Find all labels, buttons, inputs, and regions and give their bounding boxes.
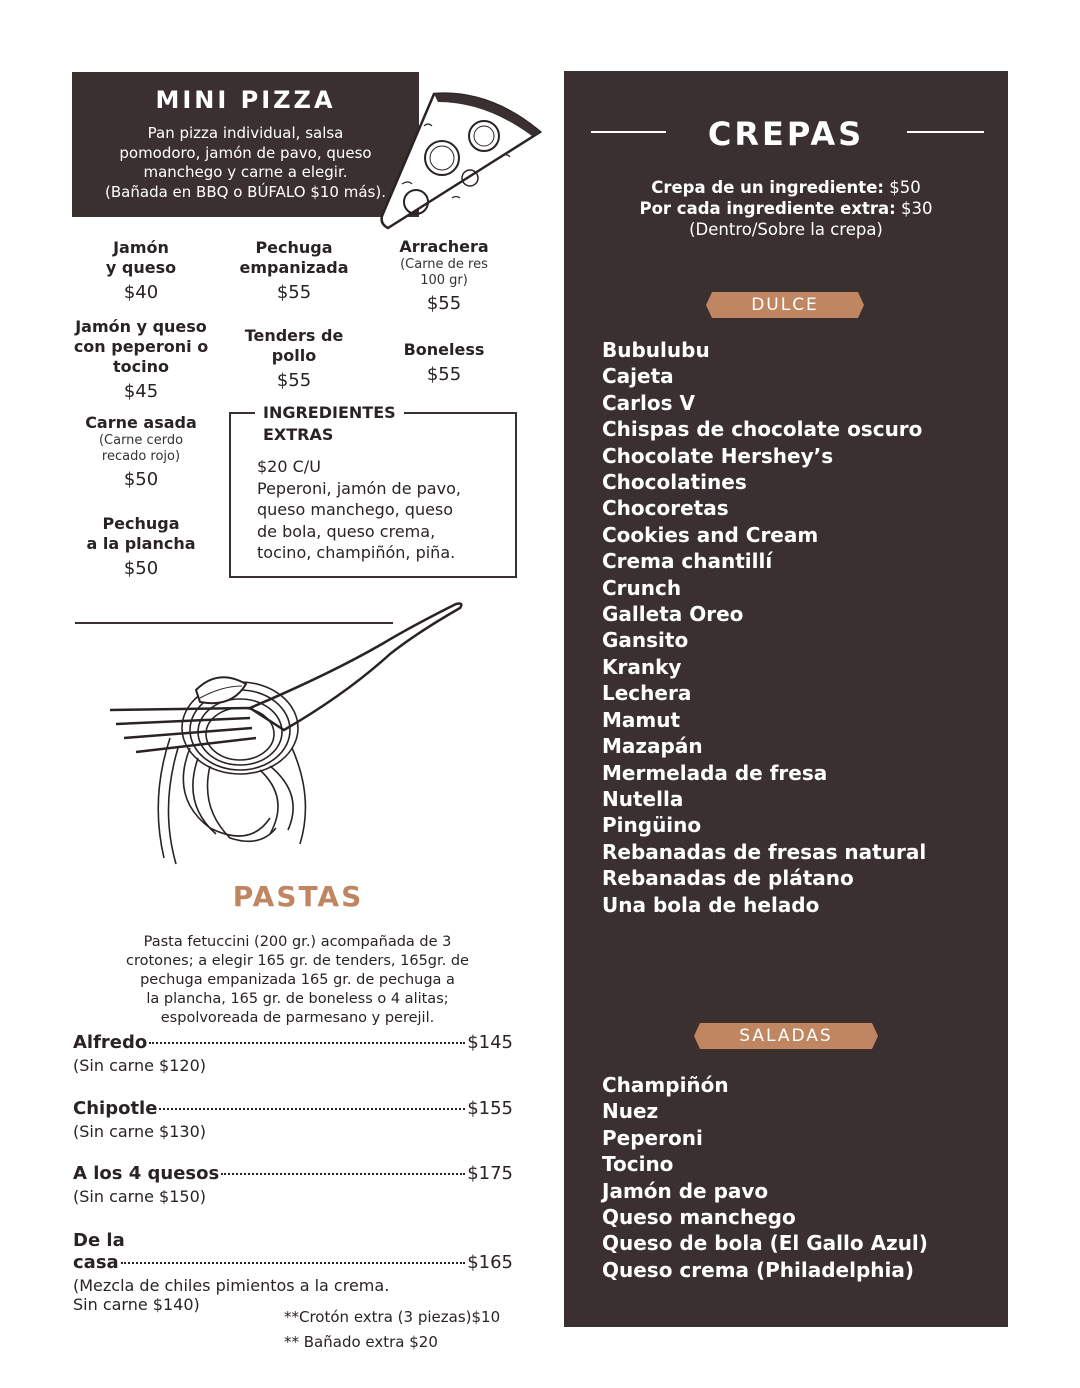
pizza-item-price: $55 [276,282,312,303]
dulce-list [602,337,926,918]
pasta-extra-note: ** Bañado extra $20 [284,1333,438,1351]
crepa-price-note: (Dentro/Sobre la crepa) [689,220,883,239]
extra-ingredients-box [229,403,517,578]
pasta-item-price: $165 [467,1252,513,1273]
pasta-item-note: (Sin carne $120) [73,1056,206,1075]
crepa-ingredient: Kranky [602,654,682,679]
pasta-item-price: $155 [467,1098,513,1119]
crepa-ingredient: Chocoretas [602,496,729,521]
pizza-slice-illustration [372,86,548,236]
crepa-ingredient: Mamut [602,707,681,732]
pizza-item-price: $55 [426,293,462,314]
crepa-ingredient: Mazapán [602,734,703,759]
pizza-item [378,340,510,387]
crepa-ingredient: Nutella [602,786,684,811]
pizza-item-name: Carne asada [85,413,197,432]
pizza-item-price: $50 [123,558,159,579]
crepas-panel [564,71,1008,1327]
crepa-extra-price-label: Por cada ingrediente extra: [639,199,896,218]
crepa-ingredient: Jamón de pavo [602,1178,769,1203]
pizza-item [72,413,210,492]
pasta-item-price: $175 [467,1163,513,1184]
crepa-ingredient: Mermelada de fresa [602,760,828,785]
pizza-item-name: Pechuga a la plancha [86,514,196,553]
pasta-item-price: $145 [467,1032,513,1053]
pizza-item-name: Jamón y queso con peperoni o tocino [73,317,209,376]
crepa-ingredient: Crema chantillí [602,549,773,574]
crepa-ingredient: Rebanadas de fresas natural [602,839,927,864]
pasta-item [73,1252,513,1273]
pizza-item [66,317,216,404]
crepa-ingredient: Peperoni [602,1125,703,1150]
pasta-item-note: (Sin carne $130) [73,1122,206,1141]
crepas-title: CREPAS [707,115,865,153]
crepa-ingredient: Queso crema (Philadelphia) [602,1257,915,1282]
crepa-extra-price-value: $30 [901,199,933,218]
dot-leader [159,1108,465,1110]
dot-leader [121,1262,466,1264]
pizza-item [72,238,210,305]
pizza-item-note: (Carne cerdo recado rojo) [98,433,184,464]
crepa-ingredient: Cookies and Cream [602,522,819,547]
crepa-ingredient: Queso de bola (El Gallo Azul) [602,1231,928,1256]
pizza-item [224,238,364,305]
pizza-item-price: $50 [123,469,159,490]
crepa-ingredient: Chispas de chocolate oscuro [602,417,923,442]
pizza-item-note: (Carne de res 100 gr) [400,257,488,288]
pasta-extra-note: **Crotón extra (3 piezas)$10 [284,1308,501,1326]
saladas-tag: SALADAS [700,1023,872,1049]
pizza-item-name: Pechuga empanizada [239,238,349,277]
crepa-ingredient: Lechera [602,681,692,706]
pasta-item [73,1032,513,1053]
mini-pizza-title: MINI PIZZA [155,86,336,114]
crepa-ingredient: Una bola de helado [602,892,820,917]
dot-leader [149,1042,465,1044]
pasta-item [73,1098,513,1119]
pasta-item-note: (Mezcla de chiles pimientos a la crema. Sin carne $140) [73,1276,390,1314]
pizza-item-price: $45 [123,381,159,402]
crepa-ingredient: Crunch [602,575,682,600]
pizza-item-price: $55 [276,370,312,391]
crepa-ingredient: Chocolatines [602,470,747,495]
crepa-base-price-value: $50 [889,178,921,197]
pasta-item [73,1163,513,1184]
crepa-ingredient: Carlos V [602,390,695,415]
pasta-item-name-first-line: De la [73,1230,125,1251]
crepa-base-price [564,177,1008,198]
pastas-title: PASTAS [232,880,364,913]
pizza-item-name: Tenders de pollo [244,326,344,365]
pastas-description: Pasta fetuccini (200 gr.) acompañada de 3 crotones; a elegir 165 gr. de tenders, 165gr. de pechuga empanizada 165 gr. de pechuga a la plancha, 165 gr. de boneless o 4 alitas; espolvoreada de parmesano y perejil. [126,934,469,1026]
crepa-ingredient: Tocino [602,1152,674,1177]
pizza-item-name: Jamón y queso [105,238,177,277]
crepa-ingredient: Queso manchego [602,1205,796,1230]
saladas-list [602,1072,928,1283]
extra-ingredients-title: INGREDIENTES EXTRAS [255,402,404,446]
extra-ingredients-text: $20 C/U Peperoni, jamón de pavo, queso manchego, queso de bola, queso crema, tocino, champiñón, piña. [257,457,461,562]
crepa-ingredient: Gansito [602,628,689,653]
crepa-ingredient: Rebanadas de plátano [602,866,854,891]
pizza-item-price: $55 [426,364,462,385]
pizza-item [72,514,210,581]
pasta-item-name: Alfredo [73,1032,148,1053]
crepa-ingredient: Champiñón [602,1073,729,1097]
pizza-item [378,237,510,316]
pasta-item-name: casa [73,1252,119,1273]
pasta-item-note: (Sin carne $150) [73,1187,206,1206]
crepa-ingredient: Pingüino [602,813,702,838]
pasta-item-name: A los 4 quesos [73,1163,220,1184]
crepa-ingredient: Bubulubu [602,338,710,362]
pizza-item-name: Arrachera [399,237,489,256]
mini-pizza-description: Pan pizza individual, salsa pomodoro, jamón de pavo, queso manchego y carne a elegir. (Bañada en BBQ o BÚFALO $10 más). [105,124,386,201]
pizza-item [224,326,364,393]
pizza-item-name: Boneless [403,340,485,359]
dot-leader [221,1173,465,1175]
pizza-item-price: $40 [123,282,159,303]
crepa-ingredient: Nuez [602,1099,659,1124]
crepa-ingredient: Chocolate Hershey’s [602,443,834,468]
crepa-ingredient: Cajeta [602,364,674,389]
crepa-base-price-label: Crepa de un ingrediente: [651,178,884,197]
crepa-ingredient: Galleta Oreo [602,602,744,627]
pasta-fork-illustration [100,598,490,878]
crepa-extra-price [564,198,1008,219]
pasta-item-name: Chipotle [73,1098,158,1119]
mini-pizza-header [72,72,419,217]
dulce-tag: DULCE [712,292,858,318]
